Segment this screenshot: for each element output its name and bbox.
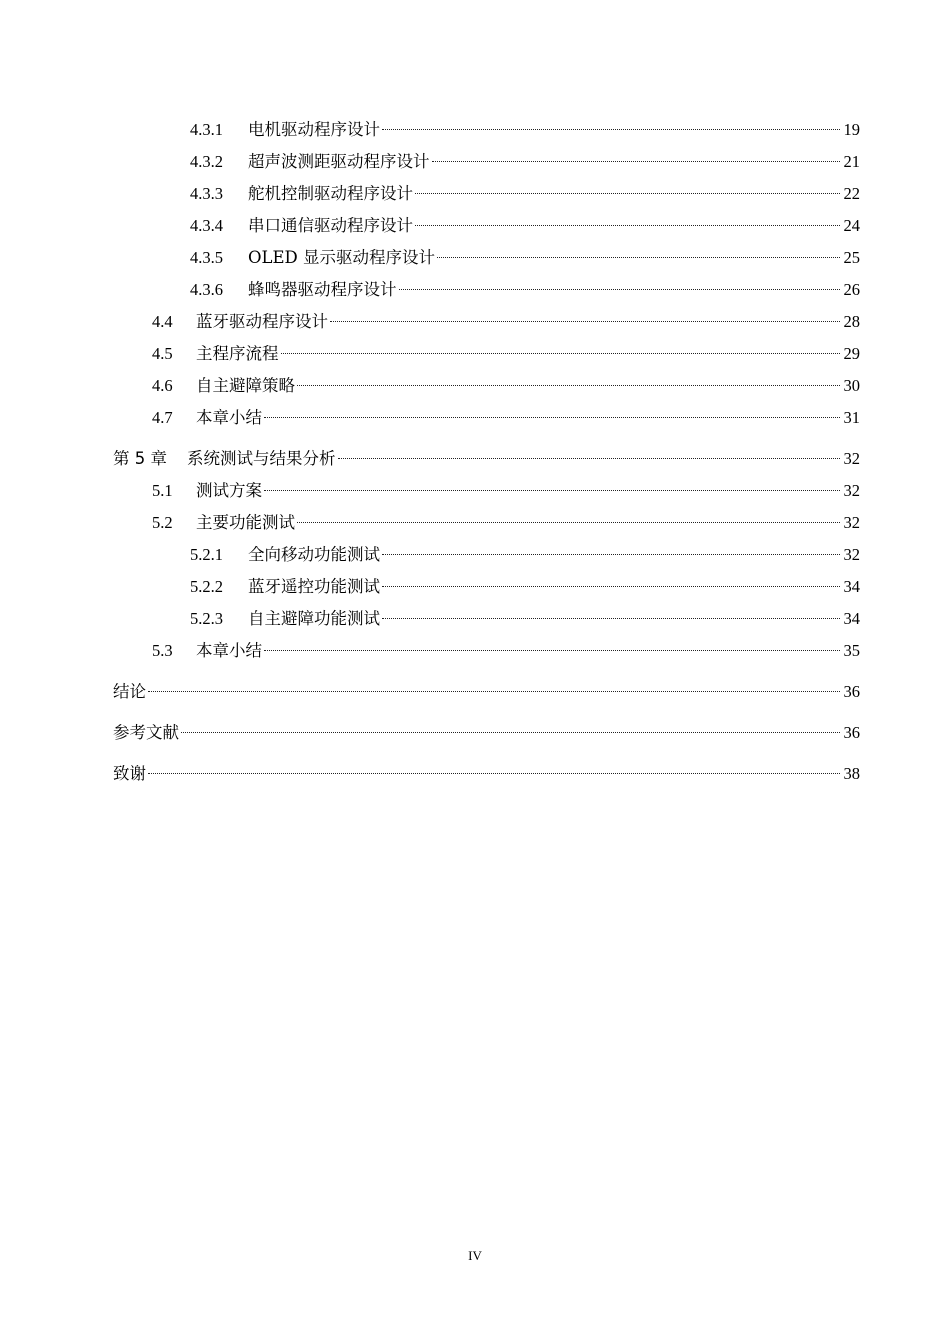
toc-entry-chapter[interactable]: [113, 443, 860, 475]
dot-leader: [382, 618, 840, 619]
toc-entry-references[interactable]: [113, 717, 860, 749]
dot-leader: [399, 289, 841, 290]
toc-page-number: 36: [843, 723, 860, 742]
toc-number: 4.3.6: [190, 280, 223, 299]
toc-entry[interactable]: [113, 539, 860, 571]
toc-title: 超声波测距驱动程序设计: [248, 152, 430, 171]
toc-number: 5.2.1: [190, 545, 223, 564]
toc-page-number: 34: [843, 577, 860, 596]
toc-entry[interactable]: [113, 242, 860, 274]
toc-page-number: 35: [843, 641, 860, 660]
toc-title: 自主避障策略: [196, 376, 295, 395]
toc-title: 电机驱动程序设计: [248, 120, 380, 139]
toc-page-number: 31: [843, 408, 860, 427]
toc-page-number: 26: [843, 280, 860, 299]
dot-leader: [148, 773, 840, 774]
toc-title: 蓝牙驱动程序设计: [196, 312, 328, 331]
toc-title: 测试方案: [196, 481, 262, 500]
toc-page-number: 24: [843, 216, 860, 235]
toc-number: 5.3: [152, 641, 173, 660]
toc-page-number: 38: [843, 764, 860, 783]
toc-number: 4.3.4: [190, 216, 223, 235]
toc-entry[interactable]: [113, 338, 860, 370]
toc-entry[interactable]: [113, 114, 860, 146]
toc-page-number: 32: [843, 545, 860, 564]
toc-page-number: 32: [843, 513, 860, 532]
toc-title: 蓝牙遥控功能测试: [248, 577, 380, 596]
toc-number: 4.3.1: [190, 120, 223, 139]
toc-entry[interactable]: [113, 146, 860, 178]
toc-number: 4.5: [152, 344, 173, 363]
toc-page-number: 34: [843, 609, 860, 628]
toc-page-number: 19: [843, 120, 860, 139]
dot-leader: [264, 650, 840, 651]
page-footer-number: IV: [468, 1248, 482, 1263]
toc-entry[interactable]: [113, 210, 860, 242]
toc-title: 参考文献: [113, 723, 179, 742]
toc-entry[interactable]: [113, 370, 860, 402]
toc-number: 4.3.5: [190, 248, 223, 267]
toc-number: 4.4: [152, 312, 173, 331]
toc-title: 致谢: [113, 764, 146, 783]
toc-page-number: 28: [843, 312, 860, 331]
dot-leader: [297, 522, 840, 523]
toc-title: 本章小结: [196, 641, 262, 660]
toc-entry[interactable]: [113, 274, 860, 306]
dot-leader: [432, 161, 841, 162]
toc-number: 第 5 章: [113, 449, 167, 468]
toc-title: 全向移动功能测试: [248, 545, 380, 564]
dot-leader: [338, 458, 841, 459]
toc-title: 主程序流程: [196, 344, 279, 363]
table-of-contents: [113, 114, 860, 790]
dot-leader: [415, 193, 840, 194]
toc-title: 系统测试与结果分析: [187, 449, 336, 468]
toc-page-number: 25: [843, 248, 860, 267]
toc-number: 5.1: [152, 481, 173, 500]
dot-leader: [330, 321, 840, 322]
toc-entry[interactable]: [113, 306, 860, 338]
toc-title: 结论: [113, 682, 146, 701]
dot-leader: [281, 353, 841, 354]
toc-entry-conclusion[interactable]: [113, 676, 860, 708]
toc-title: 主要功能测试: [196, 513, 295, 532]
toc-entry-acknowledgements[interactable]: [113, 758, 860, 790]
dot-leader: [148, 691, 840, 692]
toc-number: 4.6: [152, 376, 173, 395]
toc-entry[interactable]: [113, 475, 860, 507]
toc-title: 蜂鸣器驱动程序设计: [248, 280, 397, 299]
toc-entry[interactable]: [113, 507, 860, 539]
toc-page-number: 32: [843, 481, 860, 500]
toc-entry[interactable]: [113, 178, 860, 210]
dot-leader: [181, 732, 840, 733]
toc-title: OLED 显示驱动程序设计: [248, 248, 436, 267]
toc-number: 5.2.3: [190, 609, 223, 628]
toc-entry[interactable]: [113, 635, 860, 667]
toc-number: 4.3.3: [190, 184, 223, 203]
toc-entry[interactable]: [113, 571, 860, 603]
dot-leader: [297, 385, 840, 386]
toc-entry[interactable]: [113, 603, 860, 635]
toc-title: 自主避障功能测试: [248, 609, 380, 628]
toc-title: 舵机控制驱动程序设计: [248, 184, 413, 203]
toc-number: 5.2.2: [190, 577, 223, 596]
toc-page-number: 21: [843, 152, 860, 171]
dot-leader: [382, 586, 840, 587]
dot-leader: [437, 257, 840, 258]
toc-number: 4.3.2: [190, 152, 223, 171]
toc-page-number: 30: [843, 376, 860, 395]
toc-number: 4.7: [152, 408, 173, 427]
toc-page-number: 29: [843, 344, 860, 363]
toc-title: 本章小结: [196, 408, 262, 427]
toc-title: 串口通信驱动程序设计: [248, 216, 413, 235]
toc-page-number: 36: [843, 682, 860, 701]
dot-leader: [415, 225, 840, 226]
dot-leader: [264, 490, 840, 491]
toc-page-number: 32: [843, 449, 860, 468]
dot-leader: [382, 554, 840, 555]
toc-entry[interactable]: [113, 402, 860, 434]
toc-page-number: 22: [843, 184, 860, 203]
dot-leader: [264, 417, 840, 418]
dot-leader: [382, 129, 840, 130]
toc-number: 5.2: [152, 513, 173, 532]
